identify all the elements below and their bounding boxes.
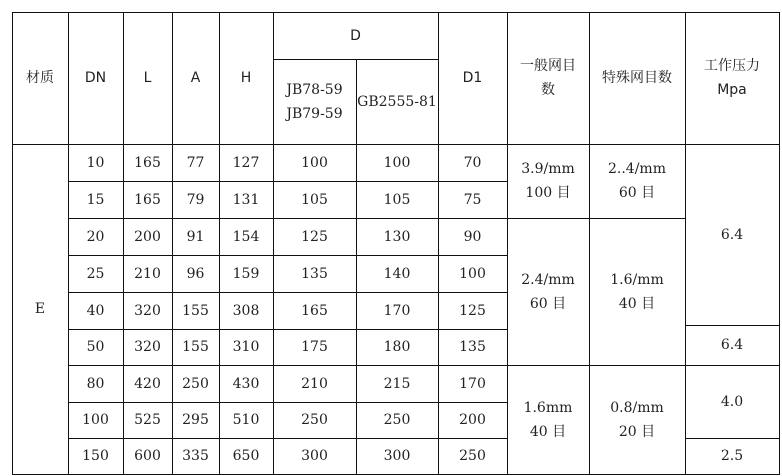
header-d1: D1 xyxy=(462,70,483,86)
table-cell-h: 310 xyxy=(232,339,260,355)
table-cell-d1: 250 xyxy=(459,448,486,464)
table-cell-h: 650 xyxy=(232,448,260,464)
table-cell-d_jb: 165 xyxy=(301,302,328,319)
grid-line xyxy=(356,59,357,475)
mesh-general-value: 3.9/mm 100 目 xyxy=(521,161,575,201)
pressure-value: 4.0 xyxy=(720,393,744,410)
table-cell-d1: 135 xyxy=(459,339,486,355)
header-a: A xyxy=(190,70,201,86)
grid-line xyxy=(685,438,780,439)
table-cell-a: 155 xyxy=(182,339,209,355)
table-cell-d_gb: 250 xyxy=(383,412,411,428)
table-cell-d_gb: 100 xyxy=(383,154,411,171)
table-cell-a: 335 xyxy=(182,448,209,464)
table-cell-d_gb: 215 xyxy=(383,375,411,392)
table-cell-l: 420 xyxy=(134,375,161,392)
table-cell-dn: 100 xyxy=(82,412,109,428)
table-cell-h: 430 xyxy=(232,375,260,392)
table-cell-d_jb: 105 xyxy=(301,191,328,208)
table-cell-d1: 100 xyxy=(459,265,486,282)
table-cell-dn: 150 xyxy=(82,448,109,464)
table-cell-dn: 80 xyxy=(86,375,105,392)
table-cell-dn: 40 xyxy=(86,302,105,319)
grid-line xyxy=(685,325,780,326)
table-cell-a: 77 xyxy=(186,154,205,171)
grid-line xyxy=(68,255,508,256)
grid-line xyxy=(685,12,686,475)
grid-line xyxy=(589,12,590,475)
table-cell-dn: 10 xyxy=(86,154,105,171)
table-cell-dn: 15 xyxy=(86,191,105,208)
table-cell-d1: 200 xyxy=(459,412,486,428)
table-cell-h: 159 xyxy=(232,265,260,282)
mesh-general-value: 1.6mm 40 目 xyxy=(523,399,573,440)
grid-line xyxy=(685,365,780,366)
table-cell-d_jb: 125 xyxy=(301,228,328,245)
table-cell-a: 96 xyxy=(186,265,205,282)
table-cell-l: 525 xyxy=(134,412,161,428)
table-cell-l: 320 xyxy=(134,339,161,355)
grid-line xyxy=(68,292,508,293)
header-mesh-special: 特殊网目数 xyxy=(602,70,672,86)
grid-line xyxy=(438,12,439,475)
table-cell-d1: 75 xyxy=(463,191,482,208)
table-cell-a: 91 xyxy=(186,228,205,245)
header-d-gb-standard: GB2555-81 xyxy=(357,93,437,110)
grid-line xyxy=(12,474,780,475)
material-value: E xyxy=(34,301,46,317)
header-l: L xyxy=(143,70,152,86)
table-cell-d_gb: 300 xyxy=(383,448,411,464)
grid-line xyxy=(68,218,508,219)
table-cell-l: 200 xyxy=(134,228,161,245)
table-cell-h: 127 xyxy=(232,154,260,171)
table-cell-d1: 125 xyxy=(459,302,486,319)
grid-line xyxy=(273,12,274,475)
header-h: H xyxy=(240,70,252,86)
header-material: 材质 xyxy=(26,70,54,86)
table-cell-d_jb: 250 xyxy=(301,412,328,428)
table-cell-d_gb: 140 xyxy=(383,265,411,282)
table-cell-l: 165 xyxy=(134,191,161,208)
pressure-value: 2.5 xyxy=(720,448,744,464)
mesh-special-value: 2..4/mm 60 目 xyxy=(608,161,666,201)
table-cell-a: 79 xyxy=(186,191,205,208)
grid-line xyxy=(68,365,508,366)
table-cell-h: 154 xyxy=(232,228,260,245)
grid-line xyxy=(12,144,780,145)
grid-line xyxy=(68,329,508,330)
grid-line xyxy=(507,218,686,219)
table-cell-dn: 20 xyxy=(86,228,105,245)
table-cell-h: 308 xyxy=(232,302,260,319)
table-cell-d_jb: 100 xyxy=(301,154,328,171)
table-cell-d_gb: 105 xyxy=(383,191,411,208)
grid-line xyxy=(68,402,508,403)
grid-line xyxy=(123,12,124,475)
table-cell-d_jb: 135 xyxy=(301,265,328,282)
table-cell-l: 210 xyxy=(134,265,161,282)
table-cell-d_gb: 180 xyxy=(383,339,411,355)
table-cell-d_gb: 170 xyxy=(383,302,411,319)
grid-line xyxy=(172,12,173,475)
header-d: D xyxy=(350,27,361,44)
table-cell-d_jb: 175 xyxy=(301,339,328,355)
pressure-value: 6.4 xyxy=(720,226,744,243)
table-cell-dn: 25 xyxy=(86,265,105,282)
table-cell-a: 295 xyxy=(182,412,209,428)
mesh-general-value: 2.4/mm 60 目 xyxy=(521,271,575,312)
table-cell-d_jb: 300 xyxy=(301,448,328,464)
table-cell-h: 131 xyxy=(232,191,260,208)
grid-line xyxy=(507,12,508,475)
header-mesh-general: 一般网目 数 xyxy=(520,58,576,98)
header-pressure: 工作压力 Mpa xyxy=(704,58,760,98)
grid-line xyxy=(68,438,508,439)
table-cell-d1: 70 xyxy=(463,154,482,171)
table-cell-l: 165 xyxy=(134,154,161,171)
table-cell-a: 250 xyxy=(182,375,209,392)
table-cell-a: 155 xyxy=(182,302,209,319)
pressure-value: 6.4 xyxy=(720,337,744,353)
header-dn: DN xyxy=(84,70,107,86)
grid-line xyxy=(219,12,220,475)
table-cell-dn: 50 xyxy=(86,339,105,355)
table-cell-d1: 170 xyxy=(459,375,486,392)
table-cell-l: 320 xyxy=(134,302,161,319)
header-d-jb-standard: JB78-59 JB79-59 xyxy=(286,81,343,122)
mesh-special-value: 1.6/mm 40 目 xyxy=(610,271,664,312)
grid-line xyxy=(68,12,69,475)
grid-line xyxy=(12,12,13,475)
table-cell-l: 600 xyxy=(134,448,161,464)
grid-line xyxy=(507,365,686,366)
grid-line xyxy=(12,12,780,13)
table-cell-h: 510 xyxy=(232,412,260,428)
grid-line xyxy=(68,181,508,182)
grid-line xyxy=(779,12,780,475)
table-cell-d_gb: 130 xyxy=(383,228,411,245)
table-cell-d_jb: 210 xyxy=(301,375,328,392)
mesh-special-value: 0.8/mm 20 目 xyxy=(610,399,664,440)
table-cell-d1: 90 xyxy=(463,228,482,245)
